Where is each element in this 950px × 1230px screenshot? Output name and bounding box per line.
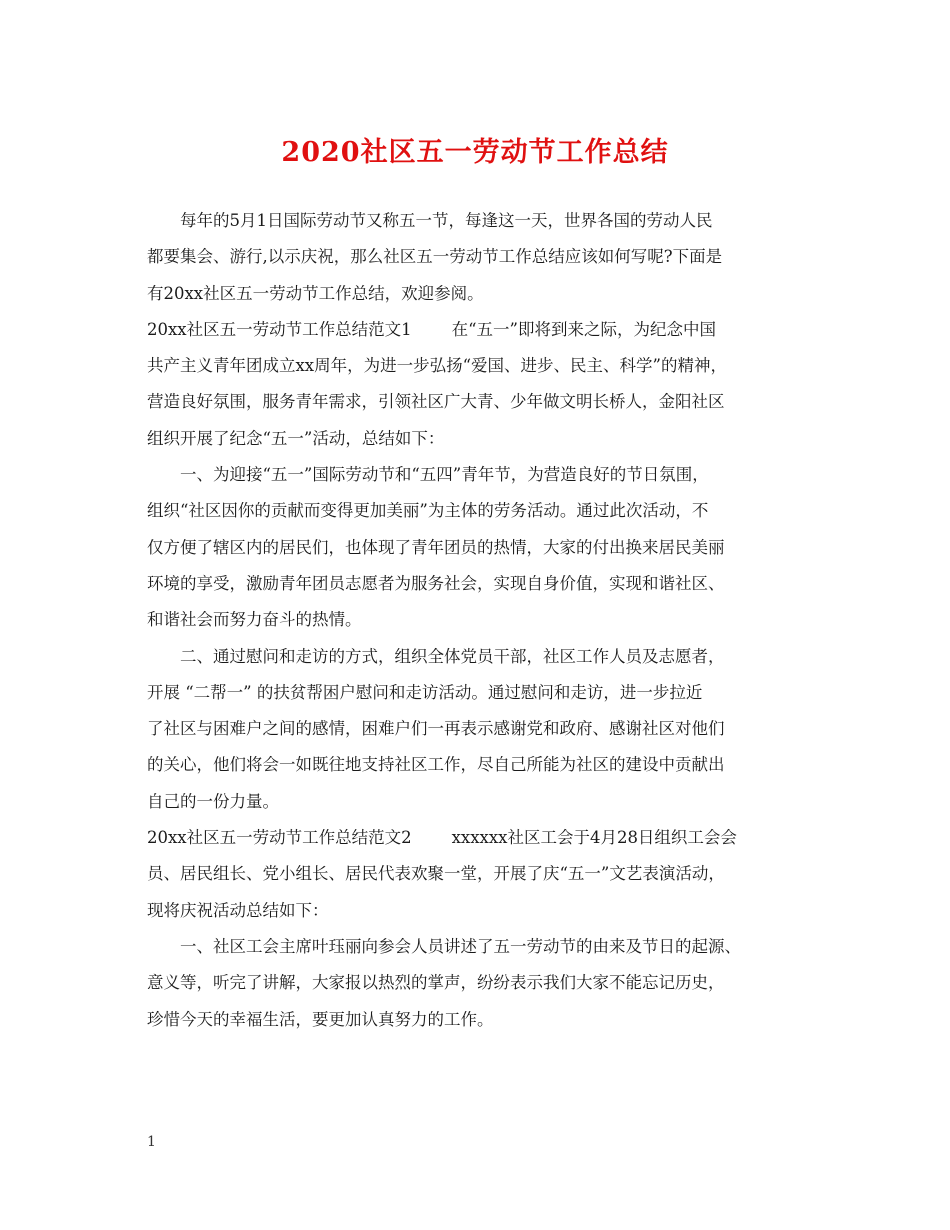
paragraph-line: 都要集会、游行,以示庆祝，那么社区五一劳动节工作总结应该如何写呢?下面是 xyxy=(147,247,723,267)
paragraph-line: 环境的享受，激励青年团员志愿者为服务社会，实现自身价值，实现和谐社区、 xyxy=(147,573,725,593)
paragraph-line: 珍惜今天的幸福生活，要更加认真努力的工作。 xyxy=(147,1009,494,1029)
page-number: 1 xyxy=(147,1134,156,1150)
paragraph-line: 一、为迎接“五一”国际劳动节和“五四”青年节，为营造良好的节日氛围， xyxy=(180,465,709,485)
paragraph-line: 现将庆祝活动总结如下： xyxy=(147,900,329,920)
paragraph-line: 共产主义青年团成立xx周年，为进一步弘扬“爱国、进步、民主、科学”的精神， xyxy=(147,356,727,376)
paragraph-line: 有20xx社区五一劳动节工作总结，欢迎参阅。 xyxy=(147,283,484,303)
paragraph-line: 员、居民组长、党小组长、居民代表欢聚一堂，开展了庆“五一”文艺表演活动， xyxy=(147,864,725,884)
paragraph-line: 了社区与困难户之间的感情，困难户们一再表示感谢党和政府、感谢社区对他们 xyxy=(147,719,725,739)
paragraph-line: 意义等，听完了讲解，大家报以热烈的掌声，纷纷表示我们大家不能忘记历史， xyxy=(147,973,725,993)
paragraph-line xyxy=(147,312,807,348)
section-heading: 20xx社区五一劳动节工作总结范文1 xyxy=(147,319,412,339)
paragraph-line: 每年的5月1日国际劳动节又称五一节，每逢这一天，世界各国的劳动人民 xyxy=(180,211,713,230)
paragraph-line: 一、社区工会主席叶珏丽向参会人员讲述了五一劳动节的由来及节日的起源、 xyxy=(180,936,741,956)
paragraph-line: 仅方便了辖区内的居民们，也体现了青年团员的热情，大家的付出换来居民美丽 xyxy=(147,537,725,557)
paragraph-line: 组织“社区因你的贡献而变得更加美丽”为主体的劳务活动。通过此次活动，不 xyxy=(147,501,709,521)
paragraph-line xyxy=(147,820,807,856)
paragraph-line: 营造良好氛围，服务青年需求，引领社区广大青、少年做文明长桥人，金阳社区 xyxy=(147,392,725,412)
document-title: 2020社区五一劳动节工作总结 xyxy=(281,137,669,168)
paragraph-line: 的关心，他们将会一如既往地支持社区工作，尽自己所能为社区的建设中贡献出 xyxy=(147,755,725,775)
paragraph-line: 开展 “二帮一” 的扶贫帮困户慰问和走访活动。通过慰问和走访，进一步拉近 xyxy=(147,682,703,702)
paragraph-line: 自己的一份力量。 xyxy=(147,791,279,811)
paragraph-text: xxxxxx社区工会于4月28日组织工会会 xyxy=(451,828,737,848)
document-body xyxy=(147,203,807,1038)
paragraph-text: 在“五一”即将到来之际，为纪念中国 xyxy=(451,319,716,339)
paragraph-line: 和谐社会而努力奋斗的热情。 xyxy=(147,610,362,630)
paragraph-line: 二、通过慰问和走访的方式，组织全体党员干部，社区工作人员及志愿者， xyxy=(180,646,725,666)
paragraph-line: 组织开展了纪念“五一”活动，总结如下： xyxy=(147,428,445,448)
section-heading: 20xx社区五一劳动节工作总结范文2 xyxy=(147,828,412,848)
